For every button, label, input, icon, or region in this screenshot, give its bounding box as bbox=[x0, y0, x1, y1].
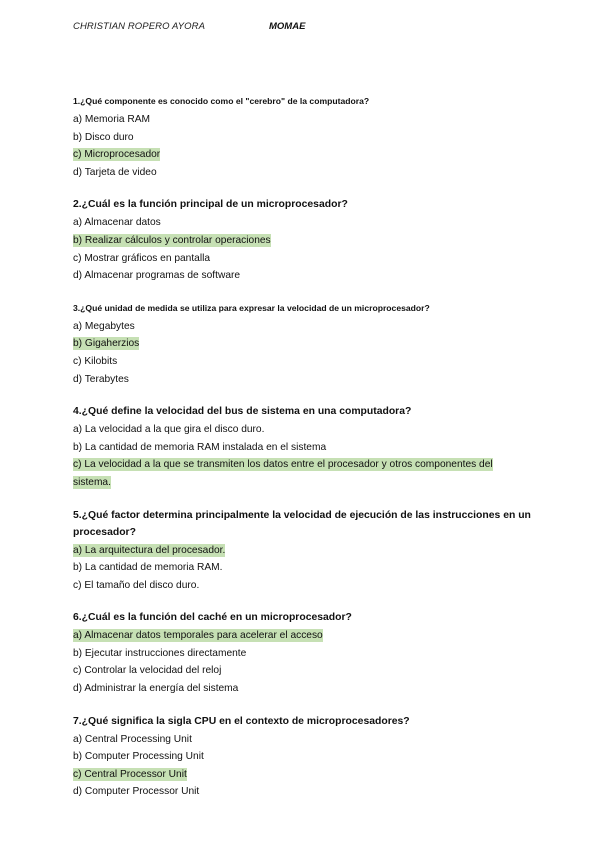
answer-option: c) Kilobits bbox=[73, 355, 118, 367]
question-title: 7.¿Qué significa la sigla CPU en el contexto de microprocesadores? bbox=[73, 715, 410, 727]
answer-option: d) Administrar la energía del sistema bbox=[73, 683, 239, 695]
answer-option: a) Central Processing Unit bbox=[73, 733, 192, 745]
page-header bbox=[73, 21, 553, 35]
answer-option-correct: c) La velocidad a la que se transmiten los datos entre el procesador y otros componentes del sistema. bbox=[73, 459, 493, 488]
answer-option-correct: c) Central Processor Unit bbox=[73, 768, 187, 780]
question-6 bbox=[73, 609, 533, 697]
answer-option: d) Terabytes bbox=[73, 373, 129, 385]
answer-option: b) Computer Processing Unit bbox=[73, 751, 204, 763]
answer-option: c) El tamaño del disco duro. bbox=[73, 579, 200, 591]
question-5 bbox=[73, 507, 533, 595]
answer-option: b) La cantidad de memoria RAM. bbox=[73, 562, 223, 574]
answer-option-correct: a) La arquitectura del procesador. bbox=[73, 544, 226, 556]
answer-option-correct: b) Gigaherzios bbox=[73, 338, 140, 350]
question-title: 6.¿Cuál es la función del caché en un microprocesador? bbox=[73, 612, 352, 624]
question-3 bbox=[73, 300, 533, 388]
question-1 bbox=[73, 93, 533, 181]
question-title: 5.¿Qué factor determina principalmente la velocidad de ejecución de las instrucciones en un procesador? bbox=[73, 509, 531, 538]
answer-option: a) La velocidad a la que gira el disco duro. bbox=[73, 424, 265, 436]
question-4 bbox=[73, 403, 533, 491]
answer-option: b) Ejecutar instrucciones directamente bbox=[73, 647, 247, 659]
answer-option-correct: b) Realizar cálculos y controlar operaciones bbox=[73, 234, 271, 246]
question-2 bbox=[73, 196, 533, 284]
question-title: 3.¿Qué unidad de medida se utiliza para expresar la velocidad de un microprocesador? bbox=[73, 302, 430, 313]
quiz-content bbox=[73, 93, 533, 816]
answer-option: d) Tarjeta de video bbox=[73, 166, 157, 178]
answer-option-correct: c) Microprocesador bbox=[73, 149, 161, 161]
question-7 bbox=[73, 713, 533, 801]
answer-option: a) Memoria RAM bbox=[73, 114, 150, 125]
answer-option: c) Mostrar gráficos en pantalla bbox=[73, 252, 211, 264]
answer-option: d) Computer Processor Unit bbox=[73, 786, 200, 798]
answer-option: a) Almacenar datos bbox=[73, 217, 161, 229]
question-title: 4.¿Qué define la velocidad del bus de sistema en una computadora? bbox=[73, 406, 412, 418]
question-title: 2.¿Cuál es la función principal de un microprocesador? bbox=[73, 199, 348, 211]
answer-option-correct: a) Almacenar datos temporales para acelerar el acceso bbox=[73, 630, 323, 642]
author-name: CHRISTIAN ROPERO AYORA bbox=[73, 21, 206, 32]
answer-option: b) La cantidad de memoria RAM instalada en el sistema bbox=[73, 441, 327, 453]
answer-option: b) Disco duro bbox=[73, 131, 134, 143]
answer-option: a) Megabytes bbox=[73, 320, 135, 332]
header-tag: MOMAE bbox=[269, 21, 306, 32]
answer-option: c) Controlar la velocidad del reloj bbox=[73, 665, 222, 677]
answer-option: d) Almacenar programas de software bbox=[73, 270, 241, 282]
question-title: 1.¿Qué componente es conocido como el "cerebro" de la computadora? bbox=[73, 96, 370, 106]
